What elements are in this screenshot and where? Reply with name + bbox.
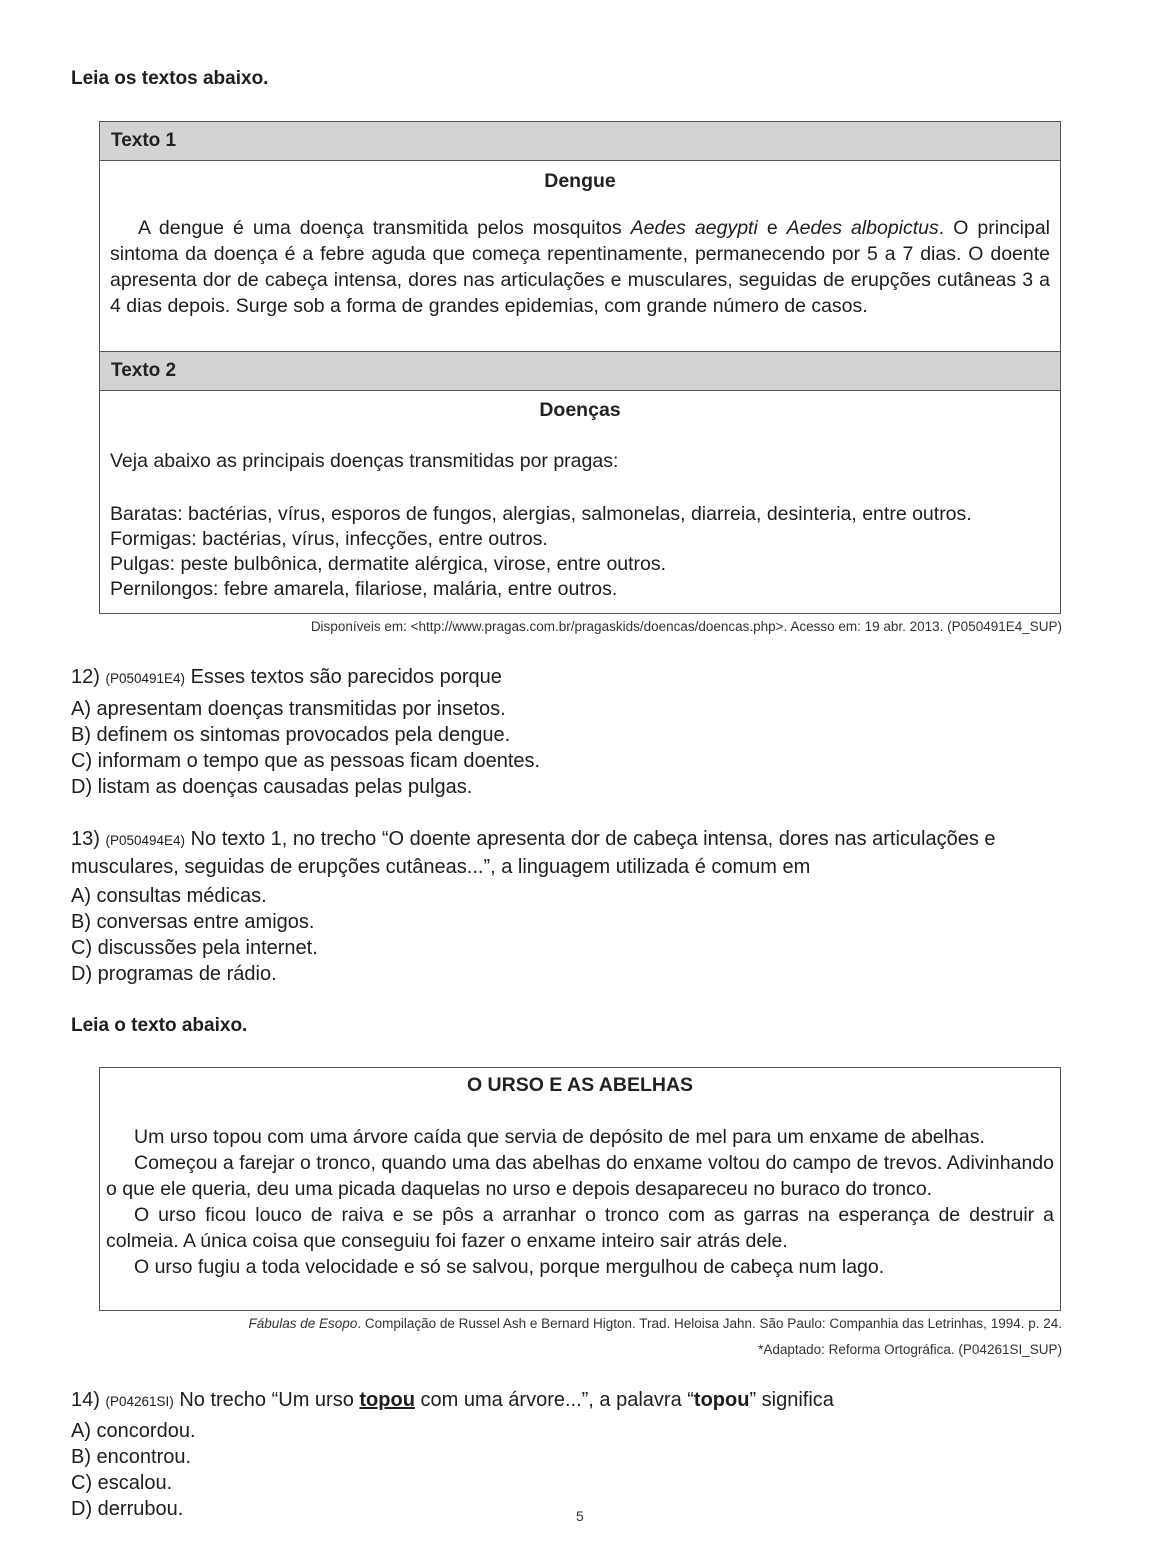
fable-source: Fábulas de Esopo. Compilação de Russel Ash e Bernard Higton. Trad. Heloisa Jahn. São Paulo: Companhia das Letrinhas, 1994. p. 24.: [248, 1316, 1062, 1331]
fable-paragraph: O urso fugiu a toda velocidade e só se salvou, porque mergulhou de cabeça num lago.: [134, 1256, 885, 1278]
texto1-title: Dengue: [544, 170, 616, 192]
option-d[interactable]: D) derrubou.: [71, 1498, 184, 1520]
list-item-formigas: Formigas: bactérias, vírus, infecções, entre outros.: [110, 528, 548, 550]
option-a[interactable]: A) concordou.: [71, 1420, 196, 1442]
question-13-options: [71, 883, 318, 987]
species-albopictus: Aedes albopictus: [786, 217, 939, 239]
texts-table: [99, 121, 1061, 614]
question-14-options: [71, 1418, 196, 1522]
option-b[interactable]: B) conversas entre amigos.: [71, 911, 315, 933]
texto1-header: Texto 1: [100, 122, 1060, 161]
instruction-read-texts: Leia os textos abaixo.: [71, 68, 269, 89]
question-12-stem: 12) (P050491E4) Esses textos são parecidos porque: [71, 666, 502, 688]
instruction-read-text: Leia o texto abaixo.: [71, 1015, 248, 1036]
question-13-stem: 13) (P050494E4) No texto 1, no trecho “O doente apresenta dor de cabeça intensa, dores nas articulações e musculares, seguidas de erupções cutâneas...”, a linguagem utilizada é comum em: [71, 828, 996, 878]
question-14-stem: 14) (P04261SI) No trecho “Um urso topou com uma árvore...”, a palavra “topou” significa: [71, 1389, 834, 1411]
option-a[interactable]: A) apresentam doenças transmitidas por insetos.: [71, 698, 506, 720]
highlighted-word: topou: [359, 1389, 415, 1411]
list-item-baratas: Baratas: bactérias, vírus, esporos de fungos, alergias, salmonelas, diarreia, desinteria, entre outros.: [110, 503, 972, 525]
option-d[interactable]: D) programas de rádio.: [71, 963, 277, 985]
option-c[interactable]: C) informam o tempo que as pessoas ficam doentes.: [71, 750, 541, 772]
option-a[interactable]: A) consultas médicas.: [71, 885, 267, 907]
page-number: 5: [576, 1508, 584, 1524]
option-c[interactable]: C) discussões pela internet.: [71, 937, 318, 959]
fable-paragraph: Um urso topou com uma árvore caída que servia de depósito de mel para um enxame de abelhas.: [134, 1126, 985, 1148]
option-d[interactable]: D) listam as doenças causadas pelas pulgas.: [71, 776, 473, 798]
list-item-pulgas: Pulgas: peste bulbônica, dermatite alérgica, virose, entre outros.: [110, 553, 667, 575]
option-c[interactable]: C) escalou.: [71, 1472, 173, 1494]
fable-adapted-note: *Adaptado: Reforma Ortográfica. (P04261SI_SUP): [758, 1342, 1062, 1357]
question-12-options: [71, 696, 540, 800]
fable-paragraph: Começou a farejar o tronco, quando uma das abelhas do enxame voltou do campo de trevos. Adivinhando o que ele queria, deu uma picada daquelas no urso e depois desapareceu no buraco do tronco.: [106, 1152, 1054, 1200]
species-aegypti: Aedes aegypti: [630, 217, 758, 239]
question-code: (P04261SI): [105, 1394, 174, 1409]
list-item-pernilongos: Pernilongos: febre amarela, filariose, malária, entre outros.: [110, 578, 618, 600]
texto1-paragraph: A dengue é uma doença transmitida pelos mosquitos Aedes aegypti e Aedes albopictus. O principal sintoma da doença é a febre aguda que começa repentinamente, permanecendo por 5 a 7 dias. O doente apresenta dor de cabeça intensa, dores nas articulações e musculares, seguidas de erupções cutâneas 3 a 4 dias depois. Surge sob a forma de grandes epidemias, com grande número de casos.: [110, 217, 1050, 317]
quoted-word: topou: [693, 1389, 750, 1411]
question-code: (P050494E4): [105, 833, 186, 848]
option-b[interactable]: B) definem os sintomas provocados pela dengue.: [71, 724, 511, 746]
texto2-header: Texto 2: [100, 351, 1060, 391]
fable-title: O URSO E AS ABELHAS: [466, 1074, 694, 1096]
texts-source: Disponíveis em: <http://www.pragas.com.br/pragaskids/doencas/doencas.php>. Acesso em: 19 abr. 2013. (P050491E4_SUP): [310, 619, 1062, 634]
fable-paragraph: O urso ficou louco de raiva e se pôs a arranhar o tronco com as garras na esperança de destruir a colmeia. A única coisa que conseguiu foi fazer o enxame inteiro sair atrás dele.: [106, 1204, 1054, 1252]
fable-box: [99, 1067, 1061, 1311]
option-b[interactable]: B) encontrou.: [71, 1446, 192, 1468]
texto2-list: [100, 502, 1060, 602]
texto2-intro: Veja abaixo as principais doenças transmitidas por pragas:: [110, 450, 619, 472]
fable-body: [100, 1124, 1060, 1280]
texto2-title: Doenças: [539, 399, 621, 421]
question-code: (P050491E4): [105, 671, 186, 686]
